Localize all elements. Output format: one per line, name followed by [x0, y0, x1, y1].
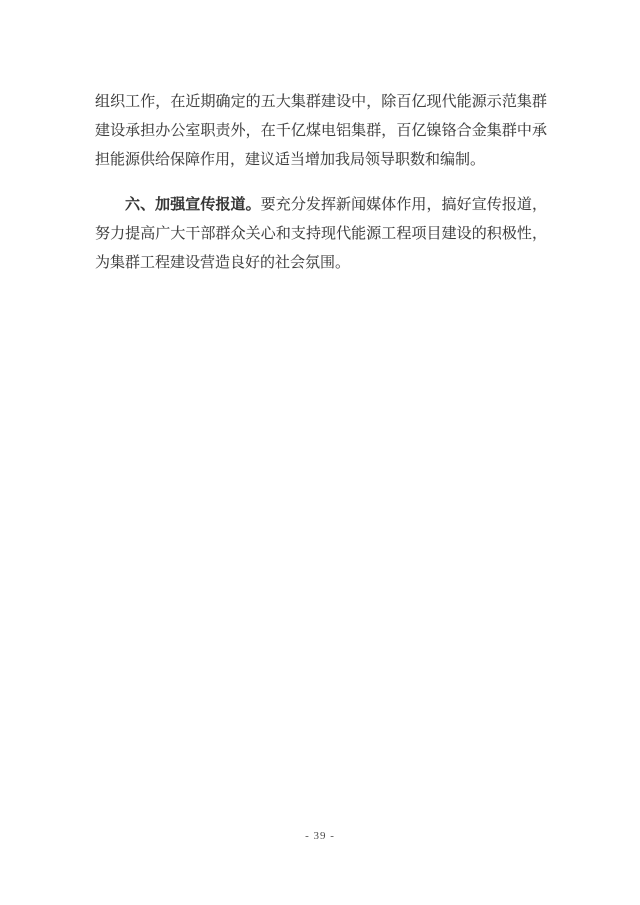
paragraph-text: 组织工作，在近期确定的五大集群建设中，除百亿现代能源示范集群建设承担办公室职责外，在千亿煤电铝集群，百亿镍铬合金集群中承担能源供给保障作用，建议适当增加我局领导职数和编制。	[95, 94, 547, 168]
page-footer	[0, 826, 640, 844]
paragraph-section-six	[95, 191, 547, 278]
document-body	[95, 88, 547, 278]
section-heading: 六、加强宣传报道。	[125, 197, 261, 213]
paragraph-text: 要充分发挥新闻媒体作用，搞好宣传报道，努力提高广大干部群众关心和支持现代能源工程项目建设的积极性，为集群工程建设营造良好的社会氛围。	[95, 197, 547, 271]
paragraph-continuation	[95, 88, 547, 175]
page-number: - 39 -	[305, 830, 335, 842]
